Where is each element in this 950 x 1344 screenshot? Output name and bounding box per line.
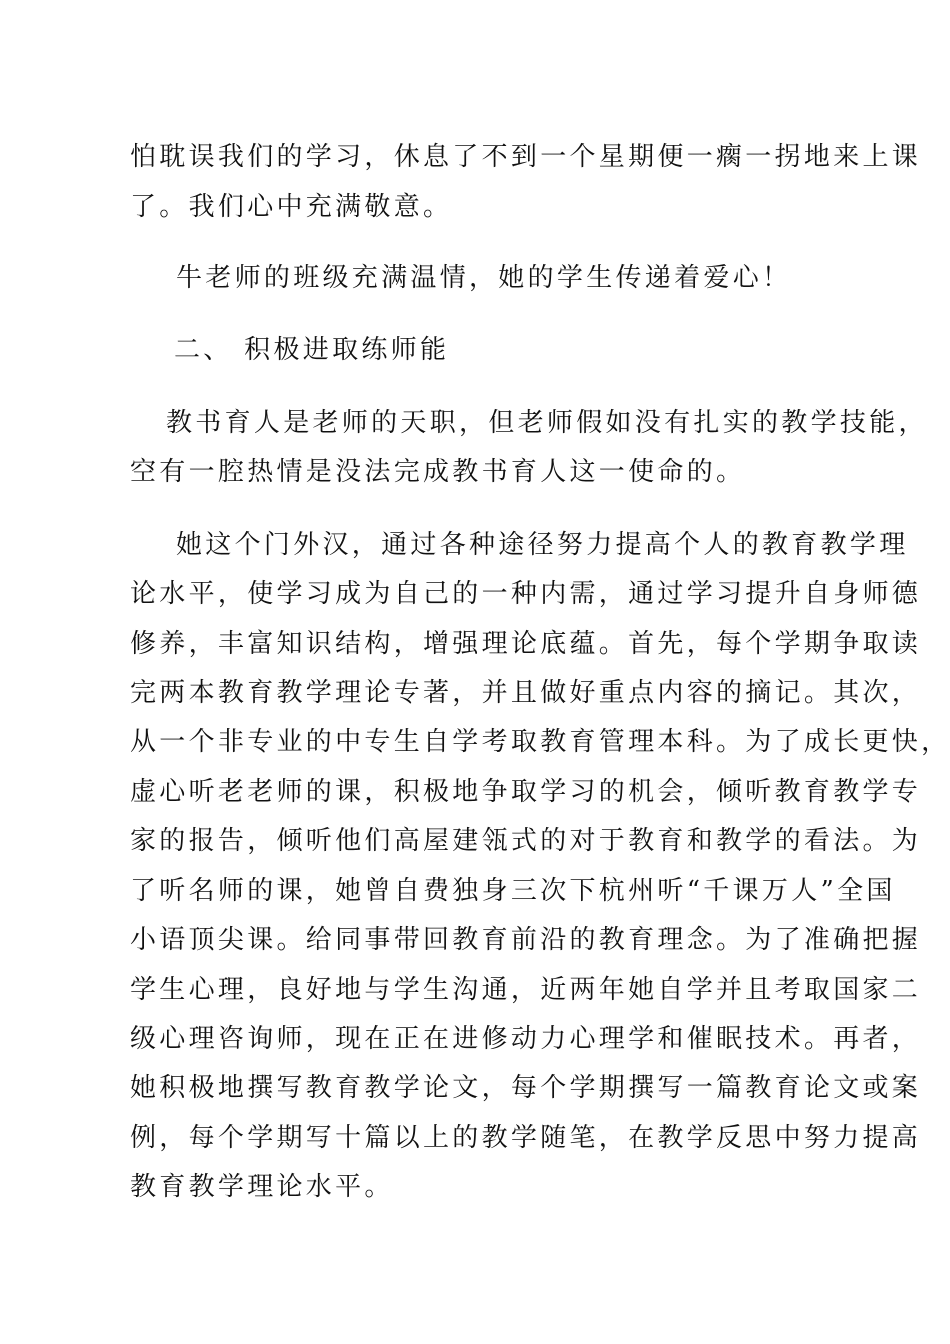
paragraph-line-18: 她积极地撰写教育教学论文，每个学期撰写一篇教育论文或案	[130, 1073, 922, 1103]
paragraph-line-13: 家的报告，倾听他们高屋建瓴式的对于教育和教学的看法。为	[130, 826, 922, 856]
paragraph-line-14: 了听名师的课，她曾自费独身三次下杭州听“千课万人”全国	[130, 876, 896, 906]
paragraph-line-8: 论水平，使学习成为自己的一种内需，通过学习提升自身师德	[130, 579, 922, 609]
paragraph-line-19: 例，每个学期写十篇以上的教学随笔，在教学反思中努力提高	[130, 1123, 922, 1153]
paragraph-line-16: 学生心理，良好地与学生沟通，近两年她自学并且考取国家二	[130, 975, 922, 1005]
paragraph-line-3: 牛老师的班级充满温情，她的学生传递着爱心！	[176, 263, 792, 293]
paragraph-line-1: 怕耽误我们的学习，休息了不到一个星期便一瘸一拐地来上课	[130, 142, 922, 172]
paragraph-line-17: 级心理咨询师，现在正在进修动力心理学和催眠技术。再者，	[130, 1024, 922, 1054]
paragraph-line-15: 小语顶尖课。给同事带回教育前沿的教育理念。为了准确把握	[130, 925, 922, 955]
paragraph-line-12: 虚心听老老师的课，积极地争取学习的机会，倾听教育教学专	[130, 777, 922, 807]
paragraph-line-2: 了。我们心中充满敬意。	[130, 192, 453, 222]
paragraph-line-7: 她这个门外汉，通过各种途径努力提高个人的教育教学理	[176, 530, 909, 560]
paragraph-line-5: 教书育人是老师的天职，但老师假如没有扎实的教学技能，	[166, 408, 928, 438]
paragraph-line-9: 修养，丰富知识结构，增强理论底蕴。首先，每个学期争取读	[130, 629, 922, 659]
paragraph-line-11: 从一个非专业的中专生自学考取教育管理本科。为了成长更快，	[130, 727, 950, 757]
paragraph-line-20: 教育教学理论水平。	[130, 1172, 394, 1202]
section-heading: 二、 积极进取练师能	[174, 335, 450, 365]
paragraph-line-10: 完两本教育教学理论专著，并且做好重点内容的摘记。其次，	[130, 678, 922, 708]
paragraph-line-6: 空有一腔热情是没法完成教书育人这一使命的。	[130, 457, 746, 487]
